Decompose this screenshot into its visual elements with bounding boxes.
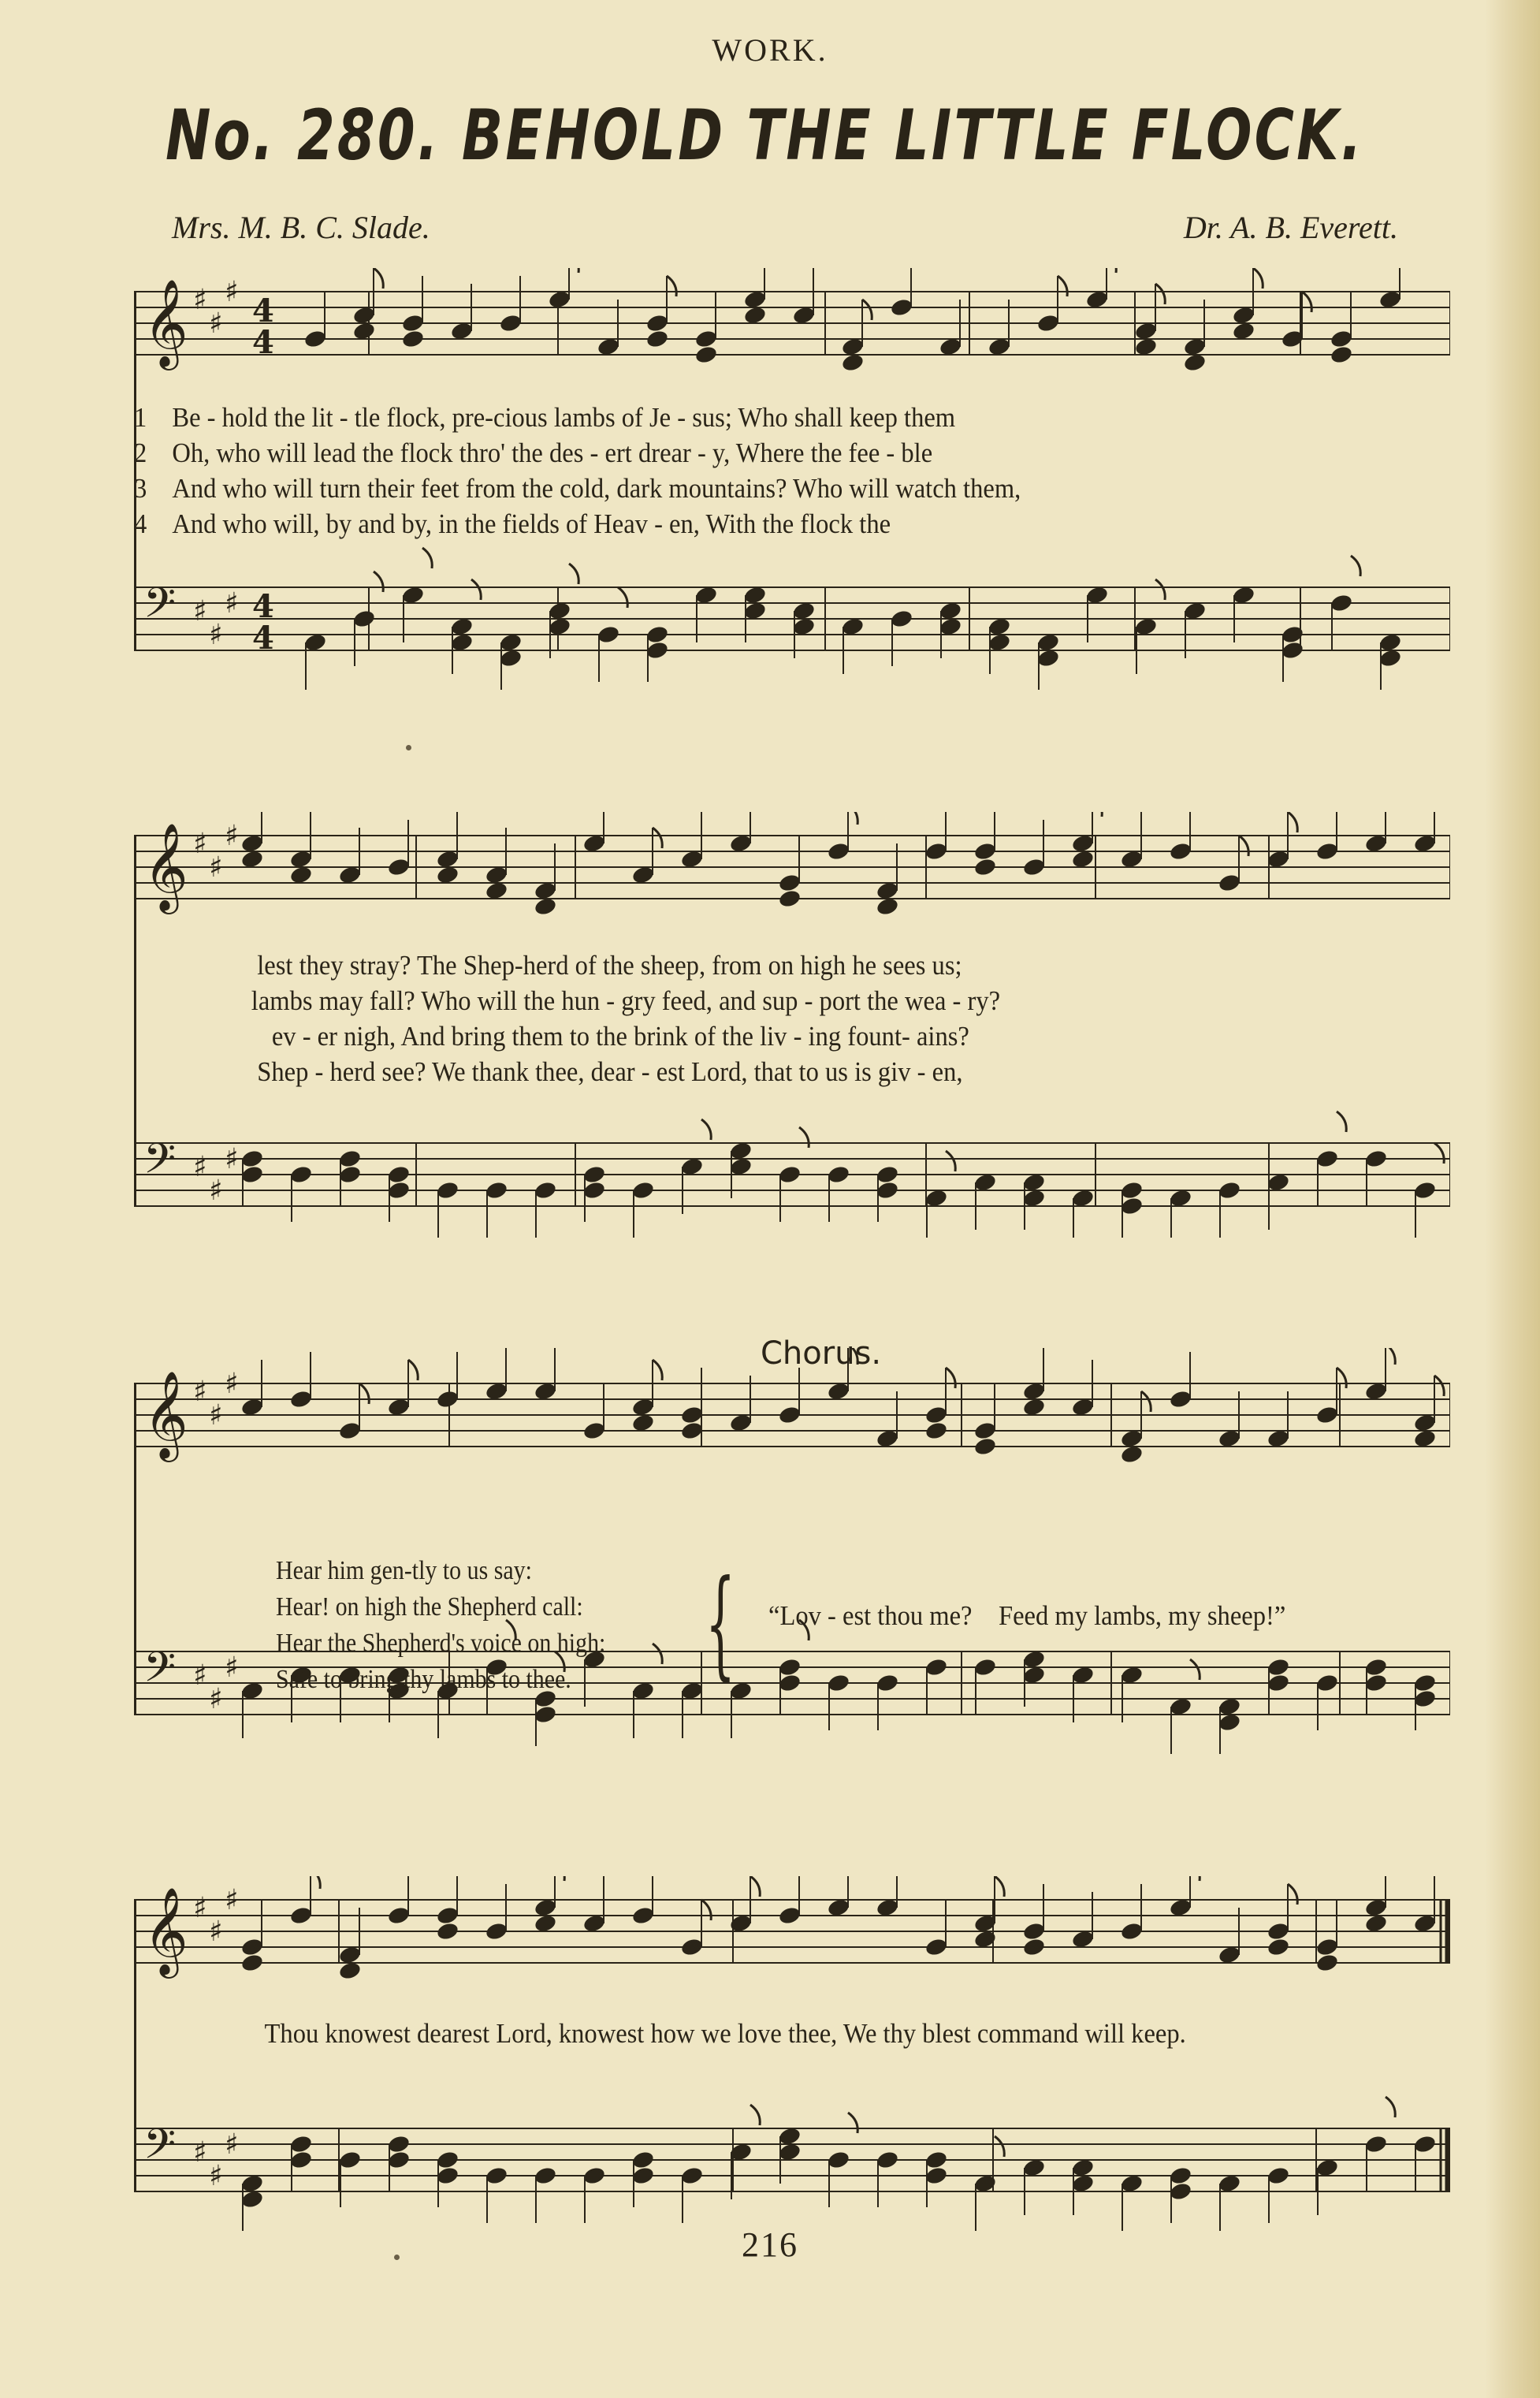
verse-number: 1 [134,402,147,433]
svg-text:♯: ♯ [209,1683,223,1715]
time-signature [252,588,274,657]
verse-3-line-2: ev - er nigh, And bring them to the brink of the liv - ing fount- ains? [271,1021,969,1052]
key-signature-sharps-icon [193,276,238,340]
paper-speck [406,745,411,750]
key-signature-sharps-icon [193,1143,238,1207]
svg-text:♯: ♯ [193,1151,207,1183]
svg-text:♯: ♯ [225,1651,239,1684]
page-edge-shadow [1485,0,1540,2398]
key-signature-sharps-icon [193,820,238,884]
verse-2-line-1: Oh, who will lead the flock thro' the des - ert drear - y, Where the fee - ble [172,438,933,468]
svg-text:♯: ♯ [193,1659,207,1692]
verse-4-line-1: And who will, by and by, in the fields of Heav - en, With the flock the [172,508,891,539]
bass-staff [134,2097,1450,2231]
svg-text:♯: ♯ [193,284,207,316]
svg-text:♯: ♯ [225,1368,239,1400]
treble-staff [134,1876,1450,1981]
note-heads [240,812,1438,917]
key-signature-sharps-icon [193,2128,238,2192]
composer-credit: Dr. A. B. Everett. [1183,210,1398,245]
time-signature [252,292,274,361]
music-system-3-chorus [134,1335,1450,1774]
svg-text:4: 4 [252,292,274,330]
hymn-title: No. 280. BEHOLD THE LITTLE FLOCK. [166,95,1364,176]
treble-clef-icon: 𝄞 [143,1886,188,1975]
chorus-line-1: Hear him gen-tly to us say: [276,1556,532,1585]
key-signature-sharps-icon [193,587,238,651]
svg-text:♯: ♯ [209,1916,223,1948]
lyricist-credit: Mrs. M. B. C. Slade. [172,210,430,245]
bass-clef-icon: 𝄢 [143,2121,177,2179]
svg-text:♯: ♯ [209,851,223,884]
svg-text:♯: ♯ [193,595,207,627]
svg-text:4: 4 [252,324,274,361]
bass-staff [134,548,1450,690]
key-signature-sharps-icon [193,1651,238,1715]
svg-text:♯: ♯ [225,1884,239,1916]
bass-clef-icon: 𝄢 [143,579,177,638]
svg-text:♯: ♯ [193,2136,207,2169]
lyric-line [134,473,1358,505]
music-system-1 [134,268,1450,694]
key-signature-sharps-icon [193,1884,238,1948]
refrain-question: “Lov - est thou me? [768,1600,973,1631]
svg-text:♯: ♯ [193,1376,207,1408]
treble-clef-icon: 𝄞 [143,278,188,367]
page-number: 216 [742,2225,798,2264]
section-heading: WORK. [712,32,828,68]
verse-number: 2 [134,438,147,468]
lyric-line [134,508,1358,540]
svg-text:♯: ♯ [209,307,223,340]
chorus-label: Chorus. [761,1335,882,1372]
note-heads [303,268,1403,373]
chorus-refrain [768,1600,1312,1632]
svg-text:4: 4 [252,620,274,657]
bass-clef-icon: 𝄢 [143,1135,177,1193]
svg-text:♯: ♯ [193,828,207,860]
final-lyric-line: Thou knowest dearest Lord, knowest how we love thee, We thy blest command will keep. [264,2018,1186,2049]
bass-clef-icon: 𝄢 [143,1644,177,1702]
svg-text:♯: ♯ [209,1175,223,1207]
treble-staff [134,268,1450,373]
music-system-4 [134,1876,1450,2231]
svg-text:♯: ♯ [209,619,223,651]
verse-1-line-1: Be - hold the lit - tle flock, pre-cious lambs of Je - sus; Who shall keep them [172,402,956,433]
treble-staff [134,812,1450,917]
verse-4-line-2: Shep - herd see? We thank thee, dear - est Lord, that to us is giv - en, [257,1056,963,1087]
verse-3-line-1: And who will turn their feet from the cold, dark mountains? Who will watch them, [172,473,1021,504]
treble-clef-icon: 𝄞 [143,822,188,910]
paper-speck [394,2255,400,2260]
note-heads [240,2097,1438,2231]
chorus-line-4: Safe to bring thy lambs to thee. [276,1665,571,1694]
key-signature-sharps-icon [193,1368,238,1432]
svg-text:♯: ♯ [209,2160,223,2192]
svg-text:♯: ♯ [225,587,239,620]
svg-text:♯: ♯ [225,276,239,308]
svg-text:♯: ♯ [209,1399,223,1432]
svg-text:♯: ♯ [193,1892,207,1924]
svg-text:♯: ♯ [225,820,239,852]
svg-text:♯: ♯ [225,1143,239,1175]
verse-1-line-2: lest they stray? The Shep-herd of the sheep, from on high he sees us; [257,950,962,981]
music-system-2 [134,812,1450,1238]
score-staves-system-4 [134,1876,1450,2231]
chorus-line-2: Hear! on high the Shepherd call: [276,1592,583,1622]
bass-staff [134,1111,1450,1238]
refrain-answer: Feed my lambs, my sheep!” [998,1600,1286,1631]
lyric-line [134,438,1358,469]
chorus-verse-lines [276,1553,605,1698]
lyric-line [134,402,1358,434]
svg-text:4: 4 [252,588,274,625]
treble-clef-icon: 𝄞 [143,1370,188,1458]
chorus-line-3: Hear the Shepherd's voice on high: [276,1629,606,1658]
note-heads [240,1876,1438,1981]
lyrics-brace: { [705,1555,736,1692]
verse-number: 4 [134,508,147,539]
svg-text:♯: ♯ [225,2128,239,2161]
verse-number: 3 [134,473,147,504]
verse-2-line-2: lambs may fall? Who will the hun - gry feed, and sup - port the wea - ry? [251,985,1001,1016]
